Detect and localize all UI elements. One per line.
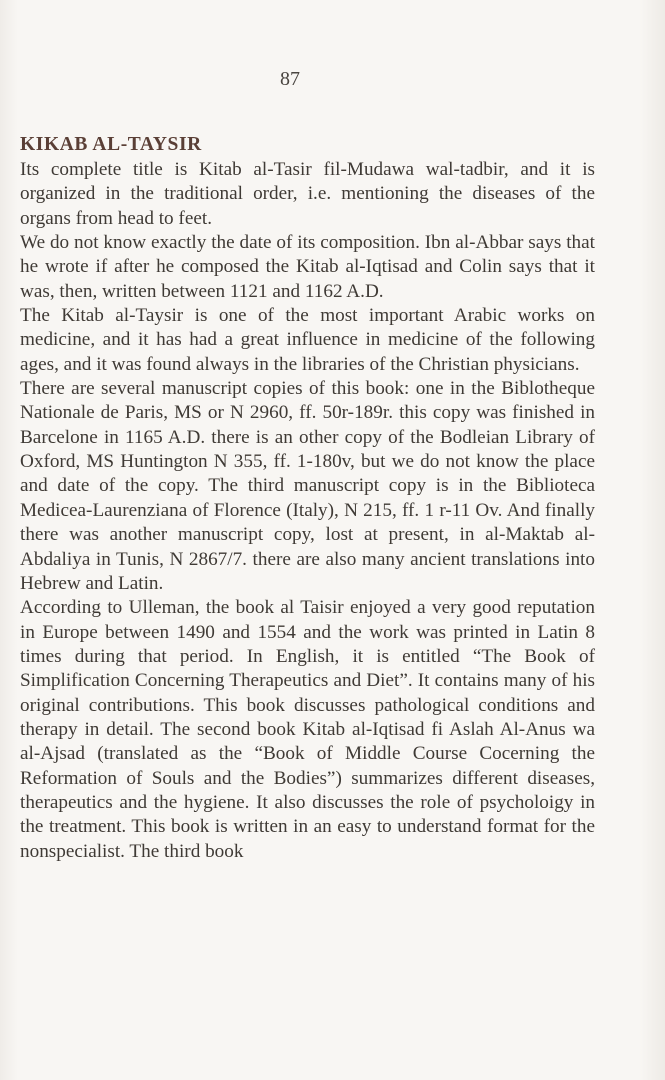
paragraph-reputation: According to Ulleman, the book al Taisir enjoyed a very good reputation in Europe between 1490 and 1554 and the work was printed in Latin 8 times during that period. In English, it is entitled “The Book of Simplification Concerning Therapeutics and Diet”. It contains many of his original contributions. This book discusses pathological conditions and therapy in detail. The second book Kitab al-Iqtisad fi Aslah Al-Anus wa al-Ajsad (translated as the “Book of Middle Course Cocerning the Reformation of Souls and the Bodies”) summarizes different diseases, therapeutics and the hygiene. It also discusses the role of psycholoigy in the treatment. This book is written in an easy to understand format for the nonspecialist. The third book — [20, 597, 595, 862]
paragraph-importance: The Kitab al-Taysir is one of the most important Arabic works on medicine, and it has had a great influence in medicine of the following ages, and it was found always in the libraries of the Christian physicians. — [20, 305, 595, 375]
paragraph-title-info: Its complete title is Kitab al-Tasir fil-Mudawa wal-tadbir, and it is organized in the traditional order, i.e. mentioning the diseases of the organs from head to feet. — [20, 159, 595, 229]
page-number: 87 — [280, 68, 300, 90]
paragraph-manuscripts: There are several manuscript copies of this book: one in the Biblotheque Nationale de Paris, MS or N 2960, ff. 50r-189r. this copy was finished in Barcelone in 1165 A.D. there is an other copy of the Bodleian Library of Oxford, MS Huntington N 355, ff. 1-180v, but we do not know the place and date of the copy. The third manuscript copy is in the Biblioteca Medicea-Laurenziana of Florence (Italy), N 215, ff. 1 r-11 Ov. And finally there was another manuscript copy, lost at present, in al-Maktab al-Abdaliya in Tunis, N 2867/7. there are also many ancient translations into Hebrew and Latin. — [20, 378, 595, 594]
page-body — [20, 133, 595, 864]
paragraph-composition-date: We do not know exactly the date of its composition. Ibn al-Abbar says that he wrote if after he composed the Kitab al-Iqtisad and Colin says that it was, then, written between 1121 and 1162 A.D. — [20, 232, 595, 302]
section-heading: KIKAB AL-TAYSIR — [20, 134, 202, 155]
